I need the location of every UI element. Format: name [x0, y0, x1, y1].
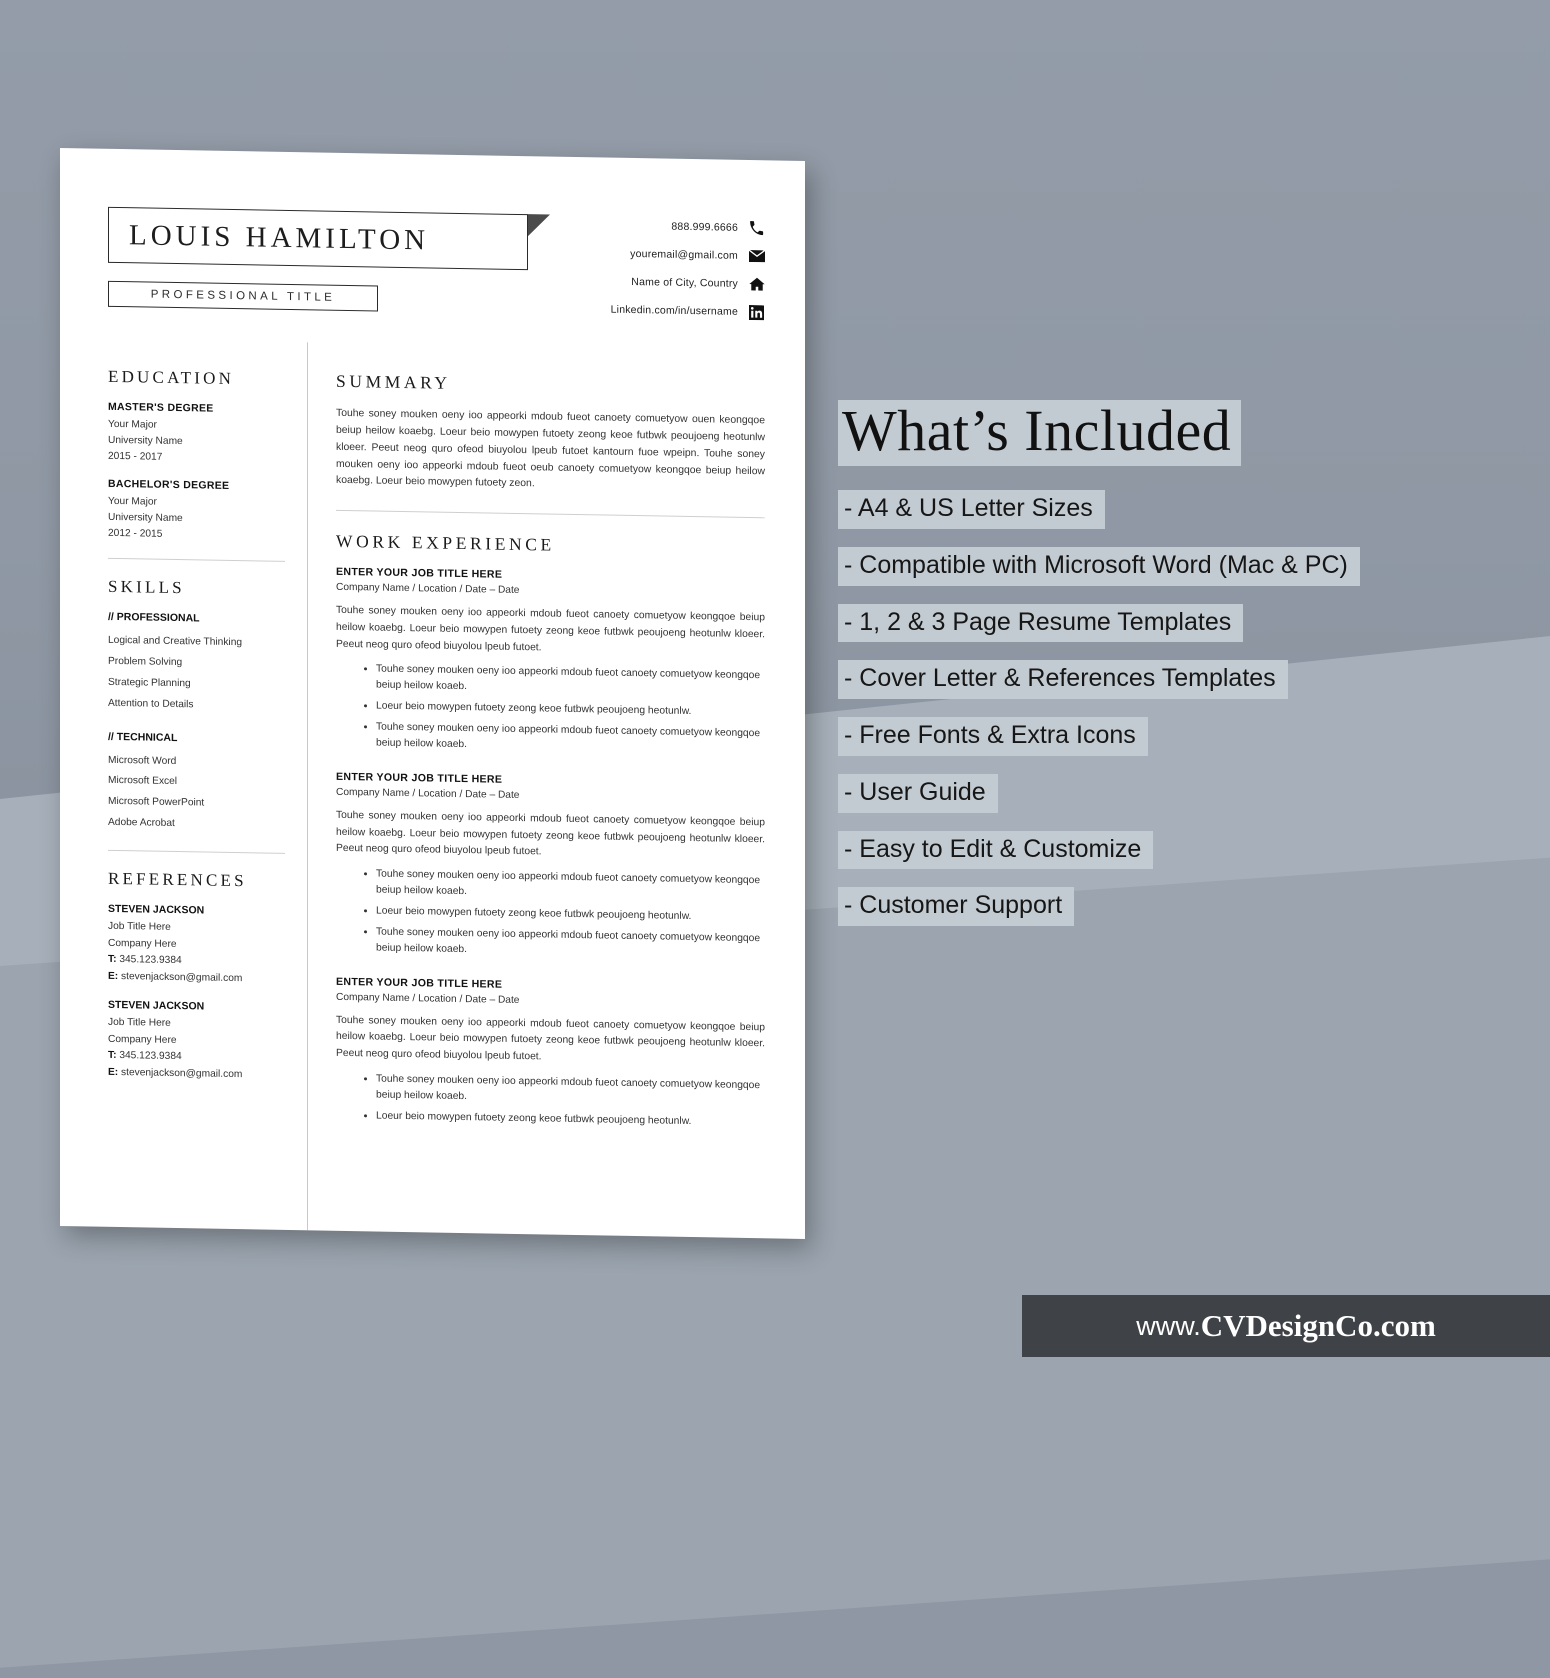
- website-footer-bar: [1022, 1295, 1550, 1357]
- whats-included-title: What’s Included: [838, 400, 1241, 466]
- job-bullets: [336, 661, 765, 758]
- candidate-name: LOUIS HAMILTON: [129, 218, 430, 256]
- website-brand: CVDesignCo.com: [1200, 1308, 1436, 1343]
- summary-heading: SUMMARY: [336, 370, 451, 393]
- skill-item: Microsoft Word: [108, 754, 177, 767]
- resume-header: [60, 148, 805, 351]
- job-paragraph: Touhe soney mouken oeny ioo appeorki mdoub fueot canoety comuetyow keongqoe beiup heilow koaebg. Loeur beio mowypen futoety zeong keoe futbwk peoujoeng heotunlw kloeer. Peeut neog quro ofeod biuyolou lpeub futoet.: [336, 1014, 765, 1063]
- reference-email-label: E:: [108, 970, 119, 982]
- left-column: [60, 338, 308, 1230]
- reference-email: stevenjackson@gmail.com: [121, 1066, 243, 1080]
- skill-item: Logical and Creative Thinking: [108, 634, 243, 649]
- job-bullet: • Loeur beio mowypen futoety zeong keoe futbwk peoujoeng heotunlw.: [376, 903, 765, 926]
- education-heading: EDUCATION: [108, 366, 235, 389]
- phone-icon: [748, 220, 765, 237]
- job-paragraph: Touhe soney mouken oeny ioo appeorki mdoub fueot canoety comuetyow keongqoe beiup heilow koaebg. Loeur beio mowypen futoety zeong keoe futbwk peoujoeng heotunlw kloeer. Peeut neog quro ofeod biuyolou lpeub futoet.: [336, 605, 765, 653]
- work-experience-heading: WORK EXPERIENCE: [336, 531, 555, 555]
- job-entry-1: [336, 566, 765, 758]
- reference-job-title: Job Title Here: [108, 1017, 171, 1030]
- professional-title-box: [108, 281, 378, 312]
- included-item: - Compatible with Microsoft Word (Mac & PC): [838, 547, 1360, 586]
- job-bullet: • Loeur beio mowypen futoety zeong keoe futbwk peoujoeng heotunlw.: [376, 1108, 765, 1131]
- contact-location: Name of City, Country: [631, 275, 738, 290]
- education-years: 2012 - 2015: [108, 527, 163, 540]
- contact-email: youremail@gmail.com: [630, 247, 738, 262]
- job-bullet: • Touhe soney mouken oeny ioo appeorki mdoub fueot canoety comuetyow keongqoe beiup heilow koaeb.: [376, 924, 765, 963]
- contact-list: [465, 209, 765, 326]
- right-column: [308, 342, 805, 1239]
- contact-row-linkedin: [465, 293, 765, 326]
- resume-page: [60, 148, 805, 1239]
- education-major: Your Major: [108, 418, 157, 431]
- divider: [336, 510, 765, 518]
- reference-company: Company Here: [108, 937, 177, 950]
- education-entry-2: [108, 478, 285, 545]
- skill-item: Microsoft Excel: [108, 775, 178, 788]
- reference-job-title: Job Title Here: [108, 920, 171, 934]
- job-bullets: [336, 1071, 765, 1131]
- skills-group-label: // PROFESSIONAL: [108, 610, 200, 625]
- reference-entry-1: [108, 903, 285, 988]
- skill-item: Microsoft PowerPoint: [108, 796, 205, 809]
- reference-phone: 345.123.9384: [119, 954, 182, 967]
- contact-phone: 888.999.6666: [671, 220, 738, 234]
- education-major: Your Major: [108, 496, 157, 509]
- reference-email: stevenjackson@gmail.com: [121, 970, 243, 984]
- included-item: - User Guide: [838, 774, 998, 813]
- job-title: ENTER YOUR JOB TITLE HERE: [336, 975, 503, 991]
- job-entry-3: [336, 976, 765, 1131]
- contact-linkedin: Linkedin.com/in/username: [610, 303, 738, 318]
- education-university: University Name: [108, 512, 183, 525]
- education-entry-1: [108, 401, 285, 468]
- reference-phone-label: T:: [108, 1050, 117, 1062]
- education-university: University Name: [108, 434, 183, 447]
- skill-item: Problem Solving: [108, 655, 183, 668]
- reference-company: Company Here: [108, 1033, 177, 1046]
- job-bullet: • Touhe soney mouken oeny ioo appeorki mdoub fueot canoety comuetyow keongqoe beiup heilow koaeb.: [376, 662, 765, 701]
- education-degree: MASTER'S DEGREE: [108, 400, 214, 415]
- job-bullet: • Touhe soney mouken oeny ioo appeorki mdoub fueot canoety comuetyow keongqoe beiup heilow koaeb.: [376, 1071, 765, 1110]
- reference-entry-2: [108, 999, 285, 1084]
- skill-item: Adobe Acrobat: [108, 817, 175, 830]
- included-item: - 1, 2 & 3 Page Resume Templates: [838, 604, 1243, 643]
- job-entry-2: [336, 771, 765, 963]
- included-item: - A4 & US Letter Sizes: [838, 490, 1105, 529]
- job-bullet: • Touhe soney mouken oeny ioo appeorki mdoub fueot canoety comuetyow keongqoe beiup heilow koaeb.: [376, 720, 765, 759]
- envelope-icon: [748, 248, 765, 265]
- job-company: Company Name / Location / Date – Date: [336, 991, 520, 1006]
- divider: [108, 850, 285, 854]
- reference-phone-label: T:: [108, 953, 117, 966]
- included-item: - Free Fonts & Extra Icons: [838, 717, 1148, 756]
- skills-heading: SKILLS: [108, 576, 185, 598]
- skills-group-technical: [108, 730, 285, 837]
- included-item: - Easy to Edit & Customize: [838, 831, 1153, 870]
- skills-group-professional: [108, 611, 285, 718]
- job-company: Company Name / Location / Date – Date: [336, 582, 520, 597]
- job-company: Company Name / Location / Date – Date: [336, 786, 520, 802]
- job-paragraph: Touhe soney mouken oeny ioo appeorki mdoub fueot canoety comuetyow keongqoe beiup heilow koaebg. Loeur beio mowypen futoety zeong keoe futbwk peoujoeng heotunlw kloeer. Peeut neog quro ofeod biuyolou lpeub futoet.: [336, 809, 765, 858]
- linkedin-icon: [748, 304, 765, 321]
- skill-item: Strategic Planning: [108, 676, 191, 689]
- reference-name: STEVEN JACKSON: [108, 902, 205, 917]
- professional-title: PROFESSIONAL TITLE: [150, 288, 336, 304]
- skills-group-label: // TECHNICAL: [108, 730, 178, 744]
- education-degree: BACHELOR'S DEGREE: [108, 478, 230, 493]
- home-icon: [748, 276, 765, 293]
- whats-included-panel: [838, 400, 1518, 926]
- reference-name: STEVEN JACKSON: [108, 999, 205, 1013]
- divider: [108, 558, 285, 562]
- website-prefix: www.: [1136, 1310, 1201, 1341]
- job-title: ENTER YOUR JOB TITLE HERE: [336, 566, 503, 581]
- reference-email-label: E:: [108, 1066, 119, 1078]
- job-bullet: • Touhe soney mouken oeny ioo appeorki mdoub fueot canoety comuetyow keongqoe beiup heilow koaeb.: [376, 867, 765, 906]
- job-bullets: [336, 866, 765, 963]
- job-title: ENTER YOUR JOB TITLE HERE: [336, 770, 503, 786]
- reference-email-row: [108, 1065, 285, 1085]
- skill-item: Attention to Details: [108, 697, 194, 710]
- reference-email-row: [108, 969, 285, 989]
- references-heading: REFERENCES: [108, 868, 247, 891]
- education-years: 2015 - 2017: [108, 450, 163, 463]
- reference-phone: 345.123.9384: [119, 1050, 182, 1063]
- included-item: - Cover Letter & References Templates: [838, 660, 1288, 699]
- summary-text: Touhe soney mouken oeny ioo appeorki mdoub fueot canoety comuetyow ouen keongqoe beiup heilow koaebg. Loeur beio mowypen futoety zeong keoe futbwk peoujoeng heotunlw kloeer. Peeut neog quro ofeod biuyolou lpeub futoet kantourn fuoe wpeipn. Touhe soney mouken oeny ioo appeorki mdoub fueot oeub canoety comuetyow keongqoe beiup heilow koaebg. Loeur beio mowypen futoety zeon.: [336, 407, 765, 490]
- job-bullet: • Loeur beio mowypen futoety zeong keoe futbwk peoujoeng heotunlw.: [376, 699, 765, 722]
- included-item: - Customer Support: [838, 887, 1074, 926]
